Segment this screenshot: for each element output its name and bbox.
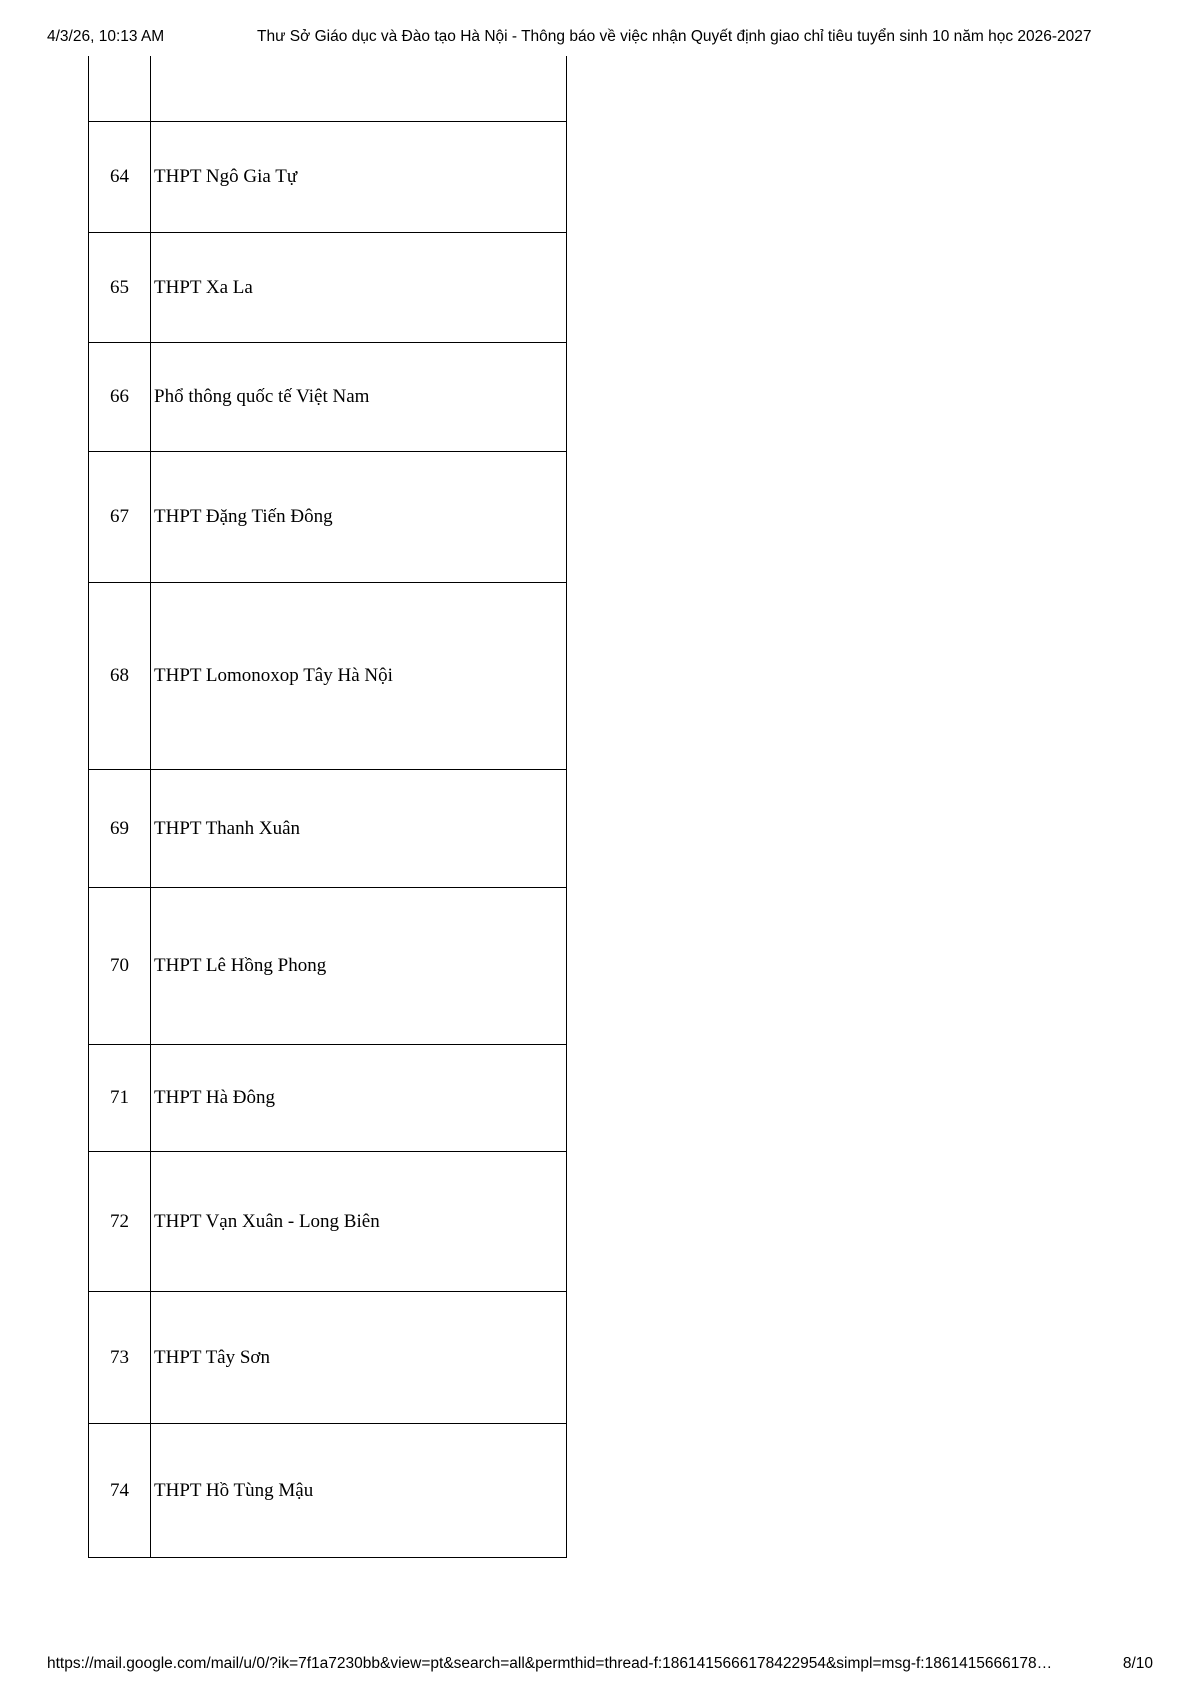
table-row: [89, 1152, 566, 1292]
school-name: THPT Ngô Gia Tự: [154, 166, 298, 187]
table-row: [89, 888, 566, 1045]
table-row: [89, 1292, 566, 1424]
school-name: THPT Xa La: [154, 276, 253, 298]
table-row: [89, 770, 566, 888]
table-row: [89, 233, 566, 343]
row-number: 70: [89, 888, 151, 1044]
row-number: 67: [89, 452, 151, 582]
school-name: THPT Đặng Tiến Đông: [154, 506, 333, 527]
school-name: THPT Hà Đông: [154, 1087, 276, 1108]
school-name: THPT Lê Hồng Phong: [154, 955, 327, 976]
row-number: 72: [89, 1152, 151, 1291]
print-date: 4/3/26, 10:13 AM: [47, 28, 165, 45]
table-row: [89, 122, 566, 233]
school-name: THPT Thanh Xuân: [154, 817, 301, 839]
school-name: THPT Hồ Tùng Mậu: [154, 1479, 314, 1501]
school-name: [151, 56, 566, 121]
table-row: [89, 56, 566, 122]
row-number: 71: [89, 1045, 151, 1151]
school-name: THPT Lomonoxop Tây Hà Nội: [154, 665, 393, 686]
page-number: 8/10: [1122, 1655, 1153, 1672]
print-url: https://mail.google.com/mail/u/0/?ik=7f1a7230bb&view=pt&search=all&permthid=thread-f:1861415666178422954&simpl=msg-f:1861415666178…: [47, 1655, 1053, 1672]
row-number: 74: [89, 1424, 151, 1557]
table-row: [89, 583, 566, 770]
row-number: 66: [89, 343, 151, 451]
row-number: 64: [89, 122, 151, 232]
table-row: [89, 452, 566, 583]
table-row: [89, 343, 566, 452]
row-number: [89, 56, 151, 121]
row-number: 73: [89, 1292, 151, 1423]
row-number: 68: [89, 583, 151, 769]
print-title: Thư Sở Giáo dục và Đào tạo Hà Nội - Thông báo về việc nhận Quyết định giao chỉ tiêu tuyển sinh 10 năm học 2026-2027: [257, 28, 1092, 45]
school-name: Phổ thông quốc tế Việt Nam: [154, 386, 370, 407]
table-row: [89, 1045, 566, 1152]
school-table: [88, 56, 567, 1558]
school-name: THPT Vạn Xuân - Long Biên: [154, 1210, 380, 1232]
table-row: [89, 1424, 566, 1558]
school-name: THPT Tây Sơn: [154, 1346, 270, 1368]
row-number: 69: [89, 770, 151, 887]
row-number: 65: [89, 233, 151, 342]
